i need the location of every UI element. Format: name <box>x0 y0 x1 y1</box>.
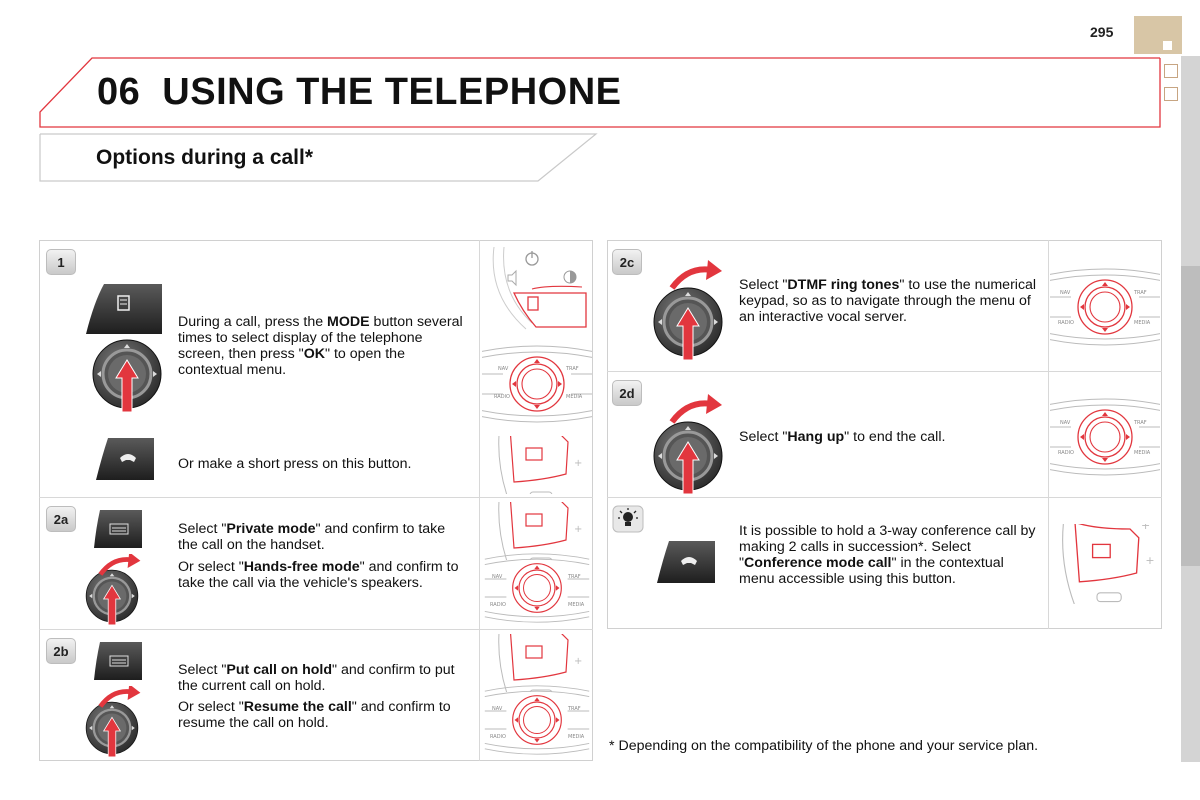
radio-label: RADIO <box>494 394 510 400</box>
radio-label: RADIO <box>1058 320 1074 326</box>
chapter-number: 06 <box>97 71 141 113</box>
divider <box>39 497 593 498</box>
nav-label: NAV <box>1060 290 1071 296</box>
wheel-button-illustration <box>1058 524 1158 604</box>
text: button several times to select display of the telephone screen, then press " <box>178 314 463 362</box>
text-bold: OK <box>303 346 325 362</box>
knob-illustration <box>482 548 592 626</box>
knob-illustration <box>482 340 592 426</box>
tip-text <box>739 523 1039 587</box>
phone-button-icon <box>655 537 717 591</box>
footnote: * Depending on the compatibility of the phone and your service plan. <box>609 738 1039 754</box>
text-bold: DTMF ring tones <box>787 277 900 293</box>
traf-label: TRAF <box>1134 420 1147 426</box>
text: " and confirm to put the current call on hold. <box>178 662 455 694</box>
nav-label: NAV <box>492 706 503 712</box>
radio-label: RADIO <box>1058 450 1074 456</box>
turn-press-knob-icon <box>648 394 738 494</box>
step-2a-text-2 <box>178 559 468 591</box>
tip-lightbulb-icon <box>612 505 646 535</box>
step-2b-text-2 <box>178 699 468 731</box>
step-1-text <box>178 314 468 378</box>
step-badge-2a: 2a <box>46 506 76 532</box>
text-bold: Resume the call <box>243 699 352 715</box>
text-bold: Hands-free mode <box>243 559 360 575</box>
text: " and confirm to resume the call on hold. <box>178 699 451 731</box>
ok-knob-icon <box>88 336 168 418</box>
nav-label: NAV <box>1060 420 1071 426</box>
chapter-title-text: USING THE TELEPHONE <box>162 71 622 113</box>
divider <box>607 497 1162 498</box>
media-label: MEDIA <box>566 394 583 400</box>
step-badge-2b: 2b <box>46 638 76 664</box>
traf-label: TRAF <box>566 366 579 372</box>
divider <box>39 629 593 630</box>
wheel-button-illustration <box>490 436 590 494</box>
text: Or select " <box>178 699 244 715</box>
text: " and confirm to take the call on the handset. <box>178 521 446 553</box>
text: Select " <box>178 662 227 678</box>
step-badge-2c: 2c <box>612 249 642 275</box>
turn-knob-icon <box>84 554 144 628</box>
media-label: MEDIA <box>568 602 585 608</box>
divider <box>1048 240 1049 629</box>
chapter-title <box>97 71 622 114</box>
step-1-text-b: Or make a short press on this button. <box>178 456 412 472</box>
text: " and confirm to take the call via the vehicle's speakers. <box>178 559 459 591</box>
divider <box>479 240 480 761</box>
step-badge-2d: 2d <box>612 380 642 406</box>
text-bold: Hang up <box>787 429 845 445</box>
media-label: MEDIA <box>1134 450 1151 456</box>
text: Or select " <box>178 559 244 575</box>
phone-button-icon <box>94 434 156 488</box>
text: " in the contextual menu accessible using this button. <box>739 555 1004 587</box>
text: Select " <box>739 277 788 293</box>
nav-label: NAV <box>498 366 509 372</box>
radio-label: RADIO <box>490 734 506 740</box>
section-title: Options during a call* <box>96 146 314 169</box>
text: Select " <box>178 521 227 537</box>
traf-label: TRAF <box>568 706 581 712</box>
traf-label: TRAF <box>1134 290 1147 296</box>
text: It is possible to hold a 3-way conference call by making 2 calls in succession*. Select " <box>739 523 1036 571</box>
knob-illustration <box>1050 392 1160 482</box>
text: " to use the numerical keypad, so as to navigate through the menu of an interactive vocal server. <box>739 277 1037 325</box>
radio-label: RADIO <box>490 602 506 608</box>
knob-illustration <box>482 680 592 758</box>
nav-label: NAV <box>492 574 503 580</box>
text: During a call, press the <box>178 314 328 330</box>
step-badge-1: 1 <box>46 249 76 275</box>
step-2c-text <box>739 277 1039 325</box>
knob-illustration <box>1050 262 1160 352</box>
traf-label: TRAF <box>568 574 581 580</box>
text: " to end the call. <box>844 429 946 445</box>
media-label: MEDIA <box>1134 320 1151 326</box>
turn-knob-icon <box>84 686 144 760</box>
text: " to open the contextual menu. <box>178 346 405 378</box>
text-bold: MODE <box>327 314 370 330</box>
mode-button-icon <box>82 280 164 338</box>
text-bold: Put call on hold <box>226 662 333 678</box>
phone-button-icon <box>92 640 144 684</box>
step-2d-text <box>739 429 1039 445</box>
screen-mode-illustration <box>486 245 590 333</box>
turn-press-knob-icon <box>648 260 738 360</box>
text: Select " <box>739 429 788 445</box>
divider <box>607 371 1162 372</box>
page-number: 295 <box>1090 24 1114 40</box>
media-label: MEDIA <box>568 734 585 740</box>
text-bold: Private mode <box>226 521 316 537</box>
step-2b-text-1 <box>178 662 468 694</box>
step-2a-text-1 <box>178 521 468 553</box>
text-bold: Conference mode call <box>744 555 892 571</box>
phone-button-icon <box>92 508 144 552</box>
